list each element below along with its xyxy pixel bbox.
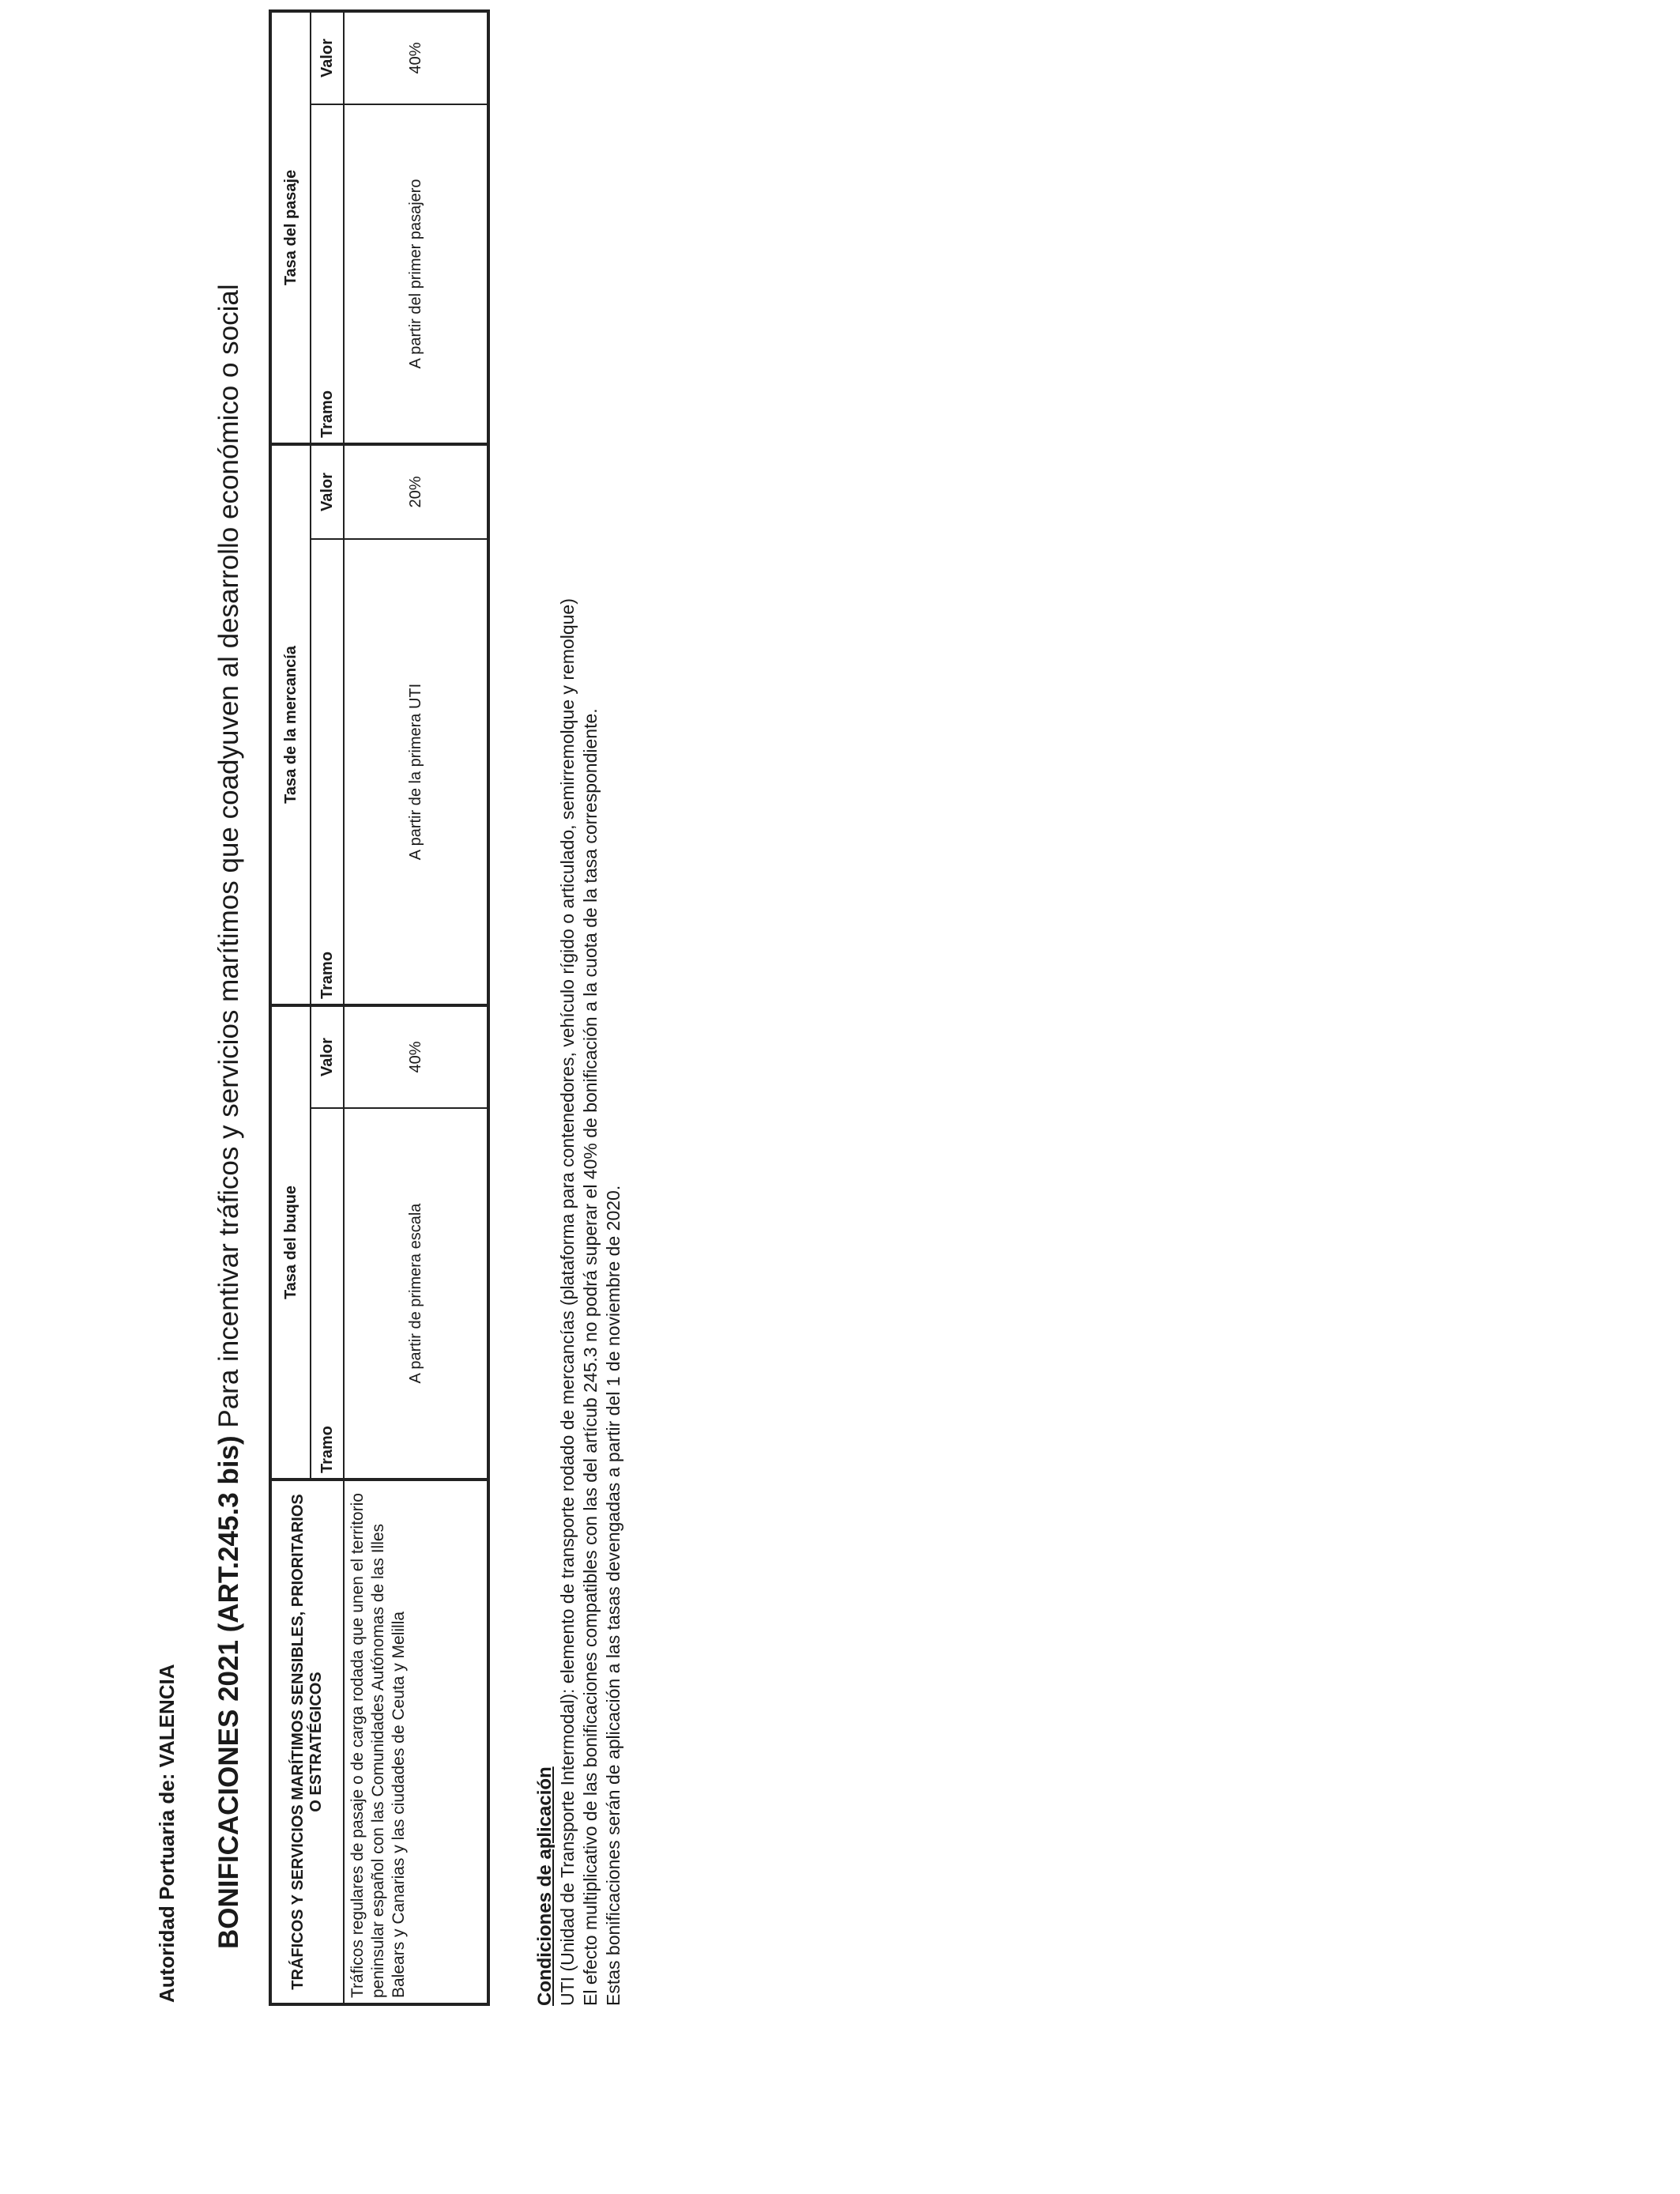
group-header-buque: Tasa del buque (270, 1005, 311, 1480)
traffic-description: Tráficos regulares de pasaje o de carga rodada que unen el territorio peninsular español con las Comunidades Autónomas de las Illes Balears y Canarias y las ciudades de Ceuta y Melilla (344, 1480, 488, 2004)
condition-line-multiplicative: El efecto multiplicativo de las bonificaciones compatibles con las del artícub 245.3 no podrá superar el 40% de bonificación a la cuota de la tasa correspondiente. (580, 708, 601, 2006)
port-authority-label: Autoridad Portuaria de: VALENCIA (155, 1664, 179, 2003)
title-rest: Para incentivar tráficos y servicios marítimos que coadyuven al desarrollo económico o social (213, 284, 244, 1436)
conditions-section (533, 109, 625, 2006)
mercancia-valor-header: Valor (311, 444, 344, 539)
mercancia-valor-cell: 20% (344, 444, 488, 539)
pasaje-valor-cell: 40% (344, 11, 488, 104)
bonifications-table (269, 9, 490, 2006)
condition-line-uti: UTI (Unidad de Transporte Intermodal): elemento de transporte rodado de mercancías (plataforma para contenedores, vehículo rígido o articulado, semirremolque y remolque) (557, 598, 578, 2006)
document-title (213, 284, 245, 1949)
buque-tramo-cell: A partir de primera escala (344, 1108, 488, 1480)
mercancia-tramo-cell: A partir de la primera UTI (344, 539, 488, 1005)
pasaje-valor-header: Valor (311, 11, 344, 104)
group-header-mercancia: Tasa de la mercancía (270, 444, 311, 1005)
mercancia-tramo-header: Tramo (311, 539, 344, 1005)
group-header-pasaje: Tasa del pasaje (270, 11, 311, 444)
traffic-column-header: TRÁFICOS Y SERVICIOS MARÍTIMOS SENSIBLES, PRIORITARIOS O ESTRATÉGICOS (270, 1480, 344, 2004)
condition-line-effective-date: Estas bonificaciones serán de aplicación a las tasas devengadas a partir del 1 de noviembre de 2020. (603, 1185, 623, 2006)
pasaje-tramo-header: Tramo (311, 104, 344, 444)
buque-tramo-header: Tramo (311, 1108, 344, 1480)
buque-valor-header: Valor (311, 1005, 344, 1108)
table-row (344, 11, 488, 2004)
buque-valor-cell: 40% (344, 1005, 488, 1108)
title-bold: BONIFICACIONES 2021 (ART.245.3 bis) (213, 1435, 244, 1949)
conditions-heading: Condiciones de aplicación (534, 1766, 556, 2006)
pasaje-tramo-cell: A partir del primer pasajero (344, 104, 488, 444)
